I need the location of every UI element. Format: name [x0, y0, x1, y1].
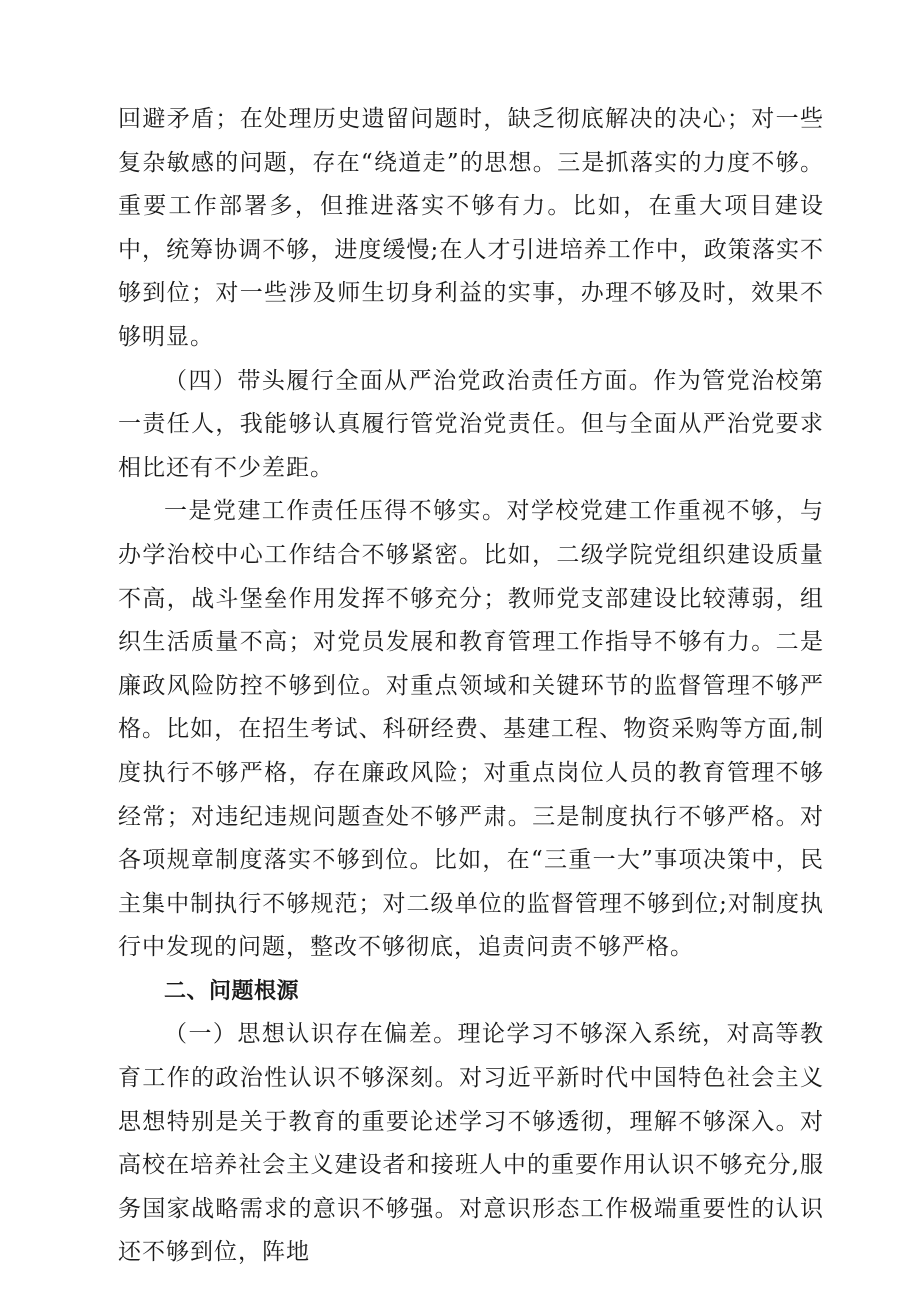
paragraph-continuation: 回避矛盾；在处理历史遗留问题时，缺乏彻底解决的决心；对一些复杂敏感的问题，存在“绕道走”的思想。三是抓落实的力度不够。重要工作部署多，但推进落实不够有力。比如，在重大项目建设中，统筹协调不够，进度缓慢;在人才引进培养工作中，政策落实不够到位；对一些涉及师生切身利益的实事，办理不够及时，效果不够明显。	[118, 106, 824, 350]
paragraph-section-four: （四）带头履行全面从严治党政治责任方面。作为管党治校第一责任人，我能够认真履行管党治党责任。但与全面从严治党要求相比还有不少差距。	[118, 367, 824, 481]
section-heading: 二、问题根源	[164, 978, 300, 1004]
paragraph-root-cause-one: （一）思想认识存在偏差。理论学习不够深入系统，对高等教育工作的政治性认识不够深刻。对习近平新时代中国特色社会主义思想特别是关于教育的重要论述学习不够透彻，理解不够深入。对高校在培养社会主义建设者和接班人中的重要作用认识不够充分,服务国家战略需求的意识不够强。对意识形态工作极端重要性的认识还不够到位，阵地	[118, 1021, 824, 1266]
paragraph-party-building: 一是党建工作责任压得不够实。对学校党建工作重视不够，与办学治校中心工作结合不够紧密。比如，二级学院党组织建设质量不高，战斗堡垒作用发挥不够充分；教师党支部建设比较薄弱，组织生活质量不高；对党员发展和教育管理工作指导不够有力。二是廉政风险防控不够到位。对重点领域和关键环节的监督管理不够严格。比如，在招生考试、科研经费、基建工程、物资采购等方面,制度执行不够严格，存在廉政风险；对重点岗位人员的教育管理不够经常；对违纪违规问题查处不够严肃。三是制度执行不够严格。对各项规章制度落实不够到位。比如，在“三重一大”事项决策中，民主集中制执行不够规范；对二级单位的监督管理不够到位;对制度执行中发现的问题，整改不够彻底，追责问责不够严格。	[118, 498, 824, 961]
document-body	[118, 98, 824, 1275]
